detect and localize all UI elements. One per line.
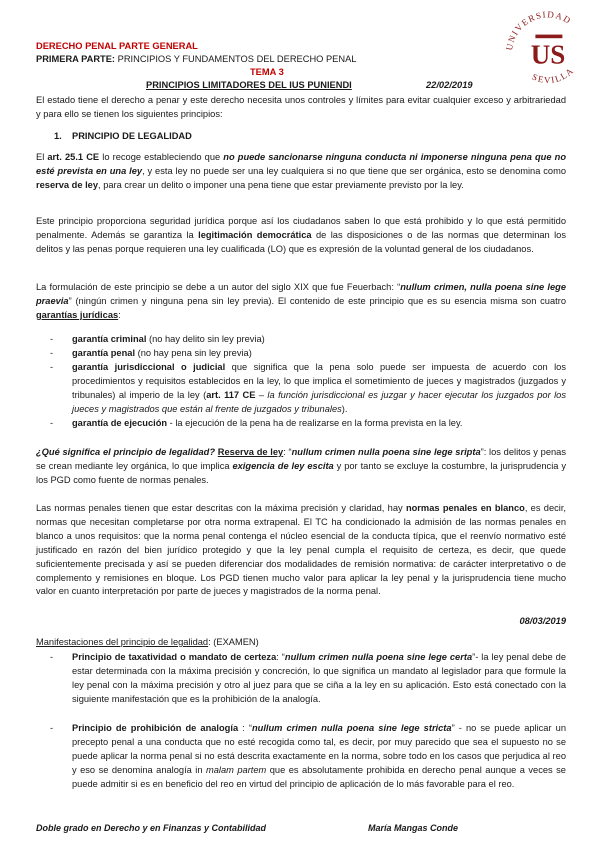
document-date: 22/02/2019 [426, 80, 473, 90]
part-heading: PRIMERA PARTE: PRINCIPIOS Y FUNDAMENTOS DEL DERECHO PENAL [36, 54, 357, 64]
list-item: Principio de taxatividad o mandato de certeza: “nullum crimen nulla poena sine lege certa”- la ley penal debe de estar determinada con la máxima precisión y concreción, lo que significa un mandato al legislador para que formule la ley penal con la máxima precisión y otro al juez para que se ciña a la ley en su aplicación. Esto está conectado con la siguiente manifestación que es la prohibición de la analogía. [72, 652, 566, 704]
normas-paragraph: Las normas penales tienen que estar descritas con la máxima precisión y claridad, hay normas penales en blanco, es decir, normas que necesitan completarse por otra norma extrapenal. El TC ha condicionado la admisión de las normas penales en blanco a unos requisitos: que la norma penal contenga el núcleo esencial de la conducta típica, que el reenvío normativo esté justificado en razón del bien jurídico protegido y que la ley penal cumpla el requisito de certeza, es decir, que quede suficientemente precisada y así se pueden diferenciar dos modalidades de remisión normativa: de carácter interpretativo o de complemento y remisiones en bloque. Los PGD tienen mucho valor para aplicar la ley penal y la jurisprudencia tiene mucho valor en cuanto interpretación por parte de jueces y magistrados de la norma penal. [36, 503, 566, 597]
list-bullet: - [50, 334, 54, 344]
feuerbach-paragraph: La formulación de este principio se debe a un autor del siglo XIX que fue Feuerbach: “nullum crimen, nulla poena sine lege praevia” (ningún crimen y ninguna pena sin ley previa). El contenido de este principio que es su esencia misma son cuatro garantías jurídicas: [36, 282, 566, 320]
footer-author: María Mangas Conde [368, 823, 459, 833]
intro-paragraph: El estado tiene el derecho a penar y este derecho necesita unos controles y límites para evitar cualquier exceso y arbitrariedad y para ello se tienen los siguientes principios: [36, 95, 566, 119]
list-bullet: - [50, 418, 54, 428]
list-item: garantía criminal (no hay delito sin ley previa) [72, 334, 265, 344]
list-item: Principio de prohibición de analogía : “nullum crimen nulla poena sine lege stricta” - no se puede aplicar un precepto penal a una conducta que no esté recogida como tal, es decir, por muy parecido que sea el supuesto no se puede aplicar la norma penal si no está descrita exactamente en la norma, sobre todo en los casos que perjudica al reo y eso se denomina analogía in malam partem que es absolutamente prohibida en derecho penal aunque a veces se puede admitir si es en beneficio del reo en virtud del principio de aplicación de lo más favorable para el reo. [72, 723, 566, 789]
legality-paragraph: El art. 25.1 CE lo recoge estableciendo que no puede sancionarse ninguna conducta ni imponerse ninguna pena que no esté prevista en una ley, y esta ley no puede ser una ley cualquiera si no que tiene que ser orgánica, esto se denomina como reserva de ley, para crear un delito o imponer una pena tiene que estar previamente previsto por la ley. [36, 152, 567, 190]
list-bullet: - [50, 348, 54, 358]
logo-mark: US [530, 39, 566, 70]
svg-text:UNIVERSIDAD: UNIVERSIDAD [504, 9, 574, 52]
list-item: garantía de ejecución - la ejecución de la pena ha de realizarse en la forma prevista en la ley. [72, 418, 463, 428]
reserva-paragraph: ¿Qué significa el principio de legalidad? Reserva de ley: “nullum crimen nulla poena sine lege sripta”: los delitos y penas se crean mediante ley orgánica, lo que implica exigencia de ley escita y por tanto se excluye la costumbre, la jurisprudencia y los PGD como fuente de normas penales. [36, 447, 566, 485]
footer-degree: Doble grado en Derecho y en Finanzas y Contabilidad [36, 823, 267, 833]
section-title: PRINCIPIO DE LEGALIDAD [72, 131, 192, 141]
subject-heading: DERECHO PENAL PARTE GENERAL [36, 41, 198, 51]
list-item: garantía penal (no hay pena sin ley previa) [72, 348, 252, 358]
document-title: PRINCIPIOS LIMITADORES DEL IUS PUNIENDI [146, 80, 352, 90]
tema-heading: TEMA 3 [250, 67, 284, 77]
list-bullet: - [50, 723, 54, 733]
list-bullet: - [50, 652, 54, 662]
second-date: 08/03/2019 [519, 616, 566, 626]
list-item: garantía jurisdiccional o judicial que significa que la pena solo puede ser impuesta de acuerdo con los procedimientos y requisitos establecidos en la ley, lo que implica el sometimiento de jueces y magistrados (juzgados y tribunales) al imperio de la ley (art. 117 CE – la función jurisdiccional es juzgar y hacer ejecutar los juzgados por los jueces y magistrados que están al frente de juzgados y tribunales). [72, 362, 567, 414]
svg-text:SEVILLA: SEVILLA [530, 65, 576, 86]
security-paragraph: Este principio proporciona seguridad jurídica porque así los ciudadanos saben lo que está prohibido y lo que está permitido penalmente. Además se garantiza la legitimación democrática de las disposiciones o de las normas que determinan los delitos y las penas porque requieren una ley cualificada (LO) que es expresión de la voluntad general de los ciudadanos. [36, 216, 567, 254]
manifestations-heading: Manifestaciones del principio de legalidad: (EXAMEN) [36, 637, 259, 647]
list-bullet: - [50, 362, 54, 372]
section-number: 1. [54, 131, 62, 141]
university-seal-logo [503, 4, 593, 94]
